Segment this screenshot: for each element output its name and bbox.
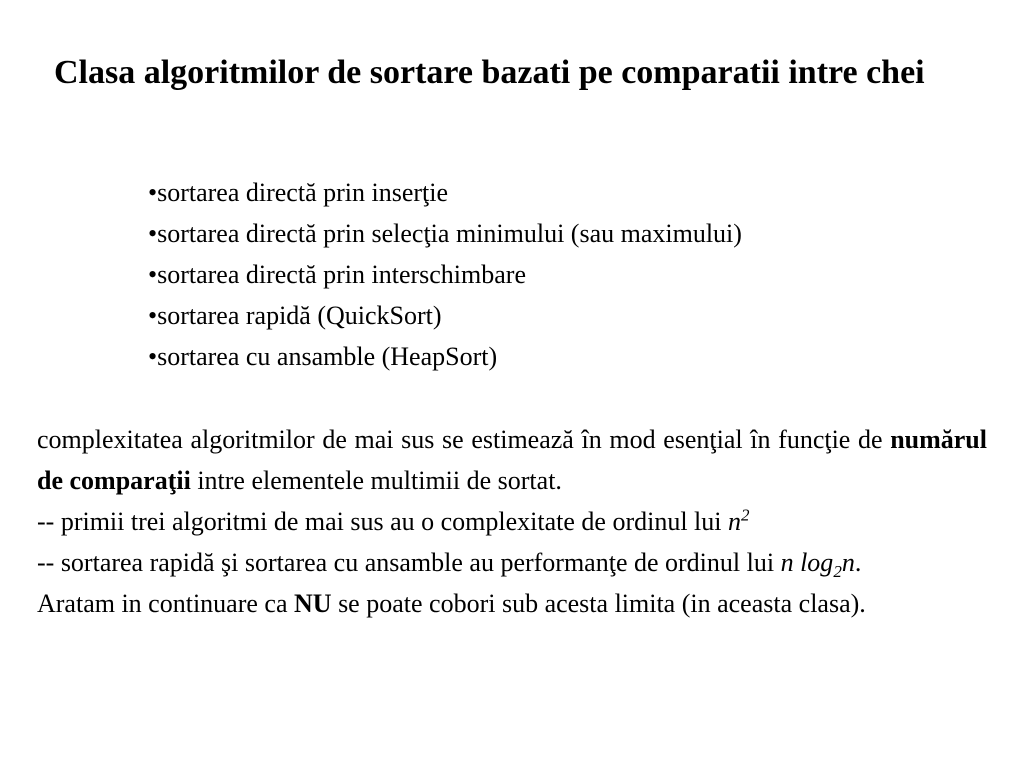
bullet-icon: • bbox=[148, 301, 158, 330]
list-item-text: sortarea directă prin interschimbare bbox=[157, 260, 526, 289]
p3-text: -- sortarea rapidă şi sortarea cu ansamble au performanţe de ordinul lui bbox=[37, 548, 781, 577]
list-item bbox=[148, 254, 742, 295]
complexity-paragraph bbox=[37, 419, 987, 501]
list-item bbox=[148, 213, 742, 254]
p3-variable-1: n log bbox=[780, 548, 834, 577]
quadratic-paragraph bbox=[37, 501, 987, 542]
p2-exponent: 2 bbox=[741, 505, 750, 525]
p3-subscript: 2 bbox=[833, 562, 842, 582]
slide-title: Clasa algoritmilor de sortare bazati pe comparatii intre chei bbox=[54, 54, 925, 91]
bullet-icon: • bbox=[148, 178, 158, 207]
p4-text-after: se poate cobori sub acesta limita (in aceasta clasa). bbox=[331, 589, 866, 618]
body-text bbox=[37, 419, 987, 624]
p1-text-after: intre elementele multimii de sortat. bbox=[190, 466, 562, 495]
bullet-icon: • bbox=[148, 342, 158, 371]
list-item bbox=[148, 336, 742, 377]
p1-bold-text: numărul de comparaţii bbox=[37, 425, 987, 495]
list-item bbox=[148, 295, 742, 336]
list-item bbox=[148, 172, 742, 213]
p1-text-before: complexitatea algoritmilor de mai sus se estimează în mod esenţial în funcţie de bbox=[37, 425, 891, 454]
p3-variable-2: n bbox=[841, 548, 855, 577]
p4-text-before: Aratam in continuare ca bbox=[37, 589, 294, 618]
list-item-text: sortarea rapidă (QuickSort) bbox=[157, 301, 442, 330]
list-item-text: sortarea directă prin selecţia minimului (sau maximului) bbox=[157, 219, 742, 248]
list-item-text: sortarea cu ansamble (HeapSort) bbox=[157, 342, 498, 371]
algorithm-list bbox=[148, 172, 742, 377]
p2-variable: n bbox=[728, 507, 742, 536]
nlogn-paragraph bbox=[37, 542, 987, 583]
p2-text: -- primii trei algoritmi de mai sus au o complexitate de ordinul lui bbox=[37, 507, 729, 536]
conclusion-paragraph bbox=[37, 583, 987, 624]
p4-bold-text: NU bbox=[294, 589, 332, 618]
bullet-icon: • bbox=[148, 260, 158, 289]
p3-end: . bbox=[854, 548, 862, 577]
bullet-icon: • bbox=[148, 219, 158, 248]
list-item-text: sortarea directă prin inserţie bbox=[157, 178, 449, 207]
